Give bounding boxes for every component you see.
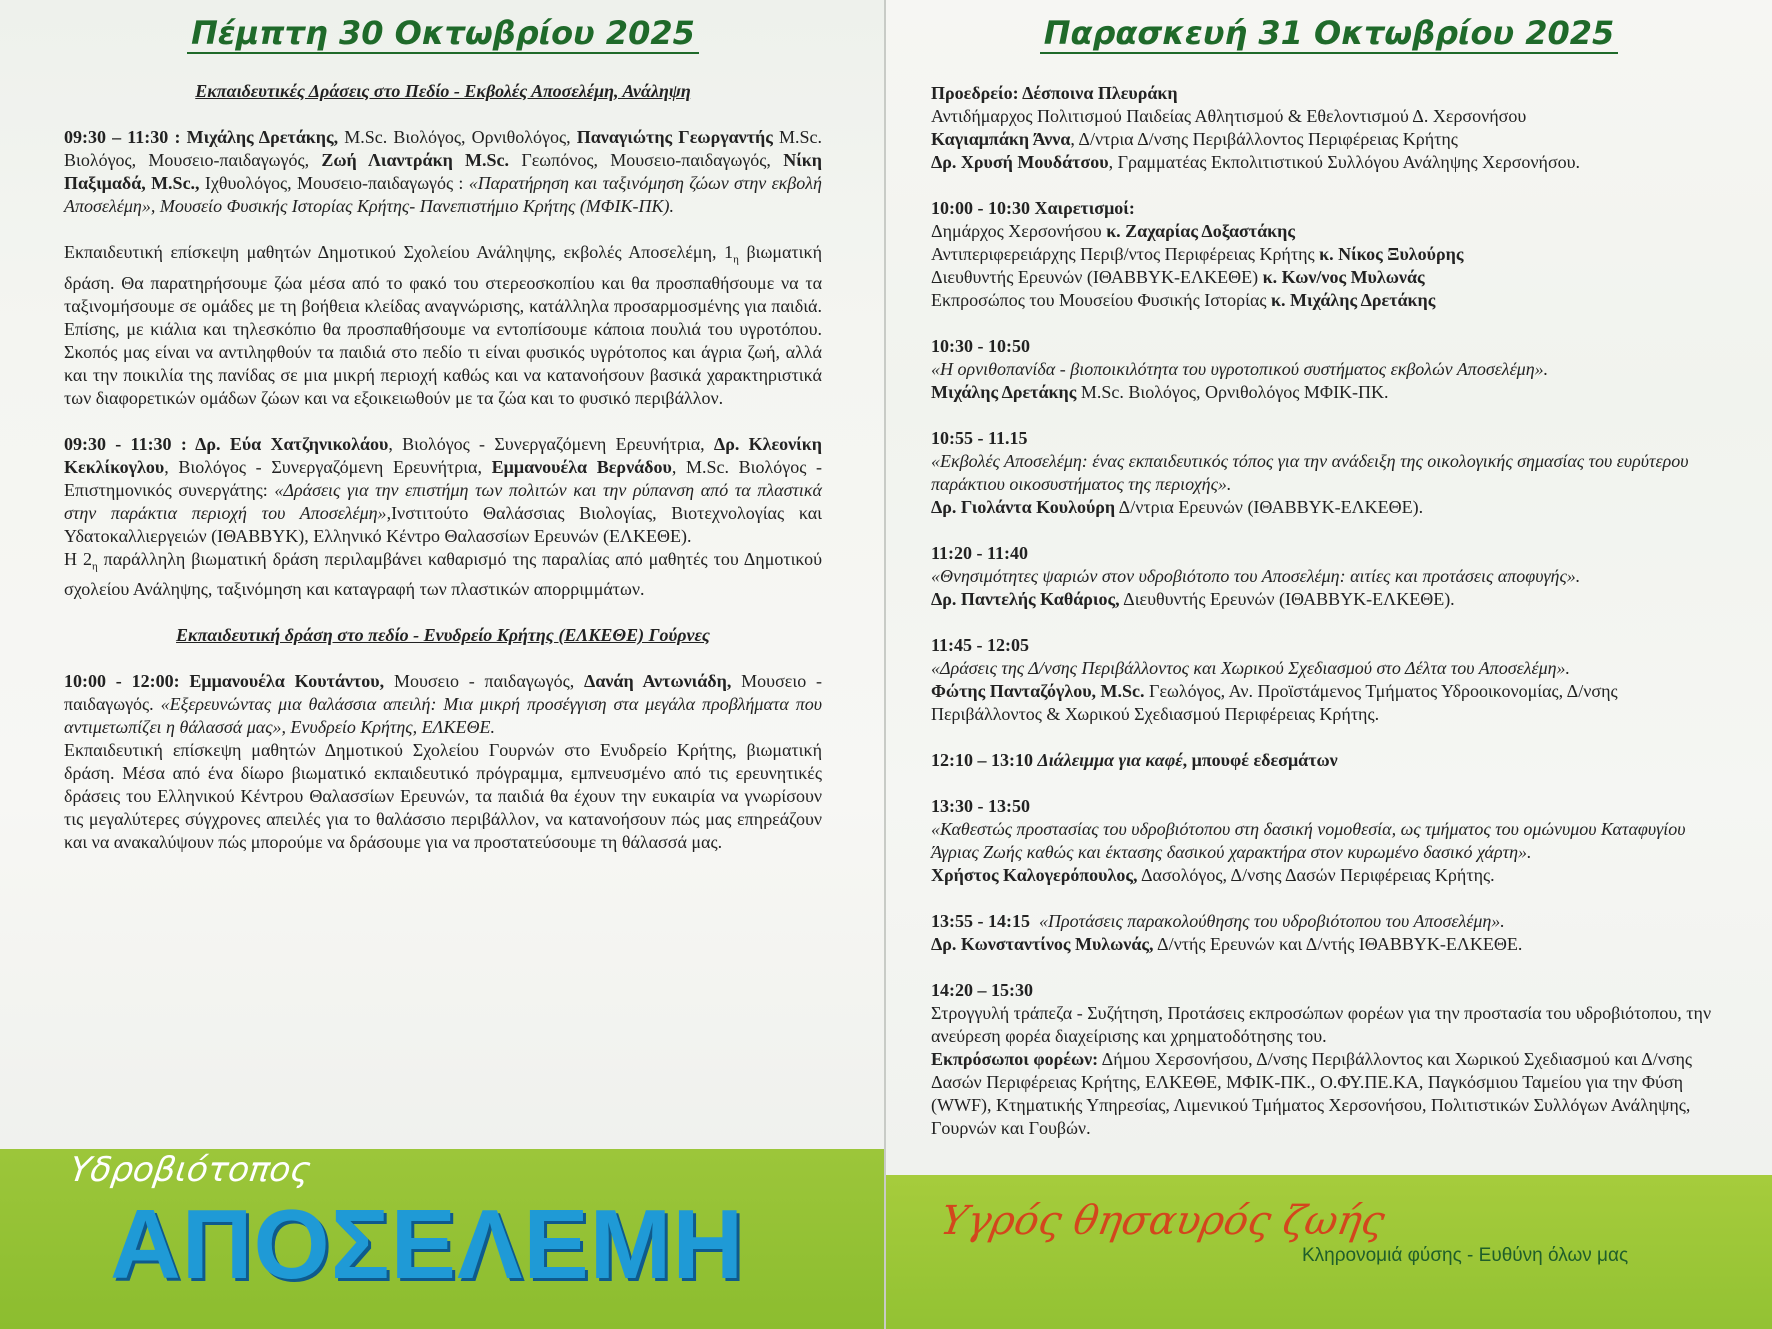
representatives (931, 1048, 1731, 1140)
speaker-name: Δανάη Αντωνιάδη, (584, 671, 732, 692)
session-speaker (931, 933, 1731, 956)
description-text: Η 2 (64, 548, 92, 569)
speaker-name: Δρ. Χρυσή Μουδάτσου (931, 152, 1109, 172)
session-title: «Προτάσεις παρακολούθησης του υδροβιότοπου του Αποσελέμη». (1038, 911, 1505, 931)
day-title-text: Πέμπτη 30 Οκτωβρίου 2025 (187, 14, 699, 54)
speaker-role: , Βιολόγος - Συνεργαζόμενη Ερευνήτρια, (388, 433, 714, 454)
logo-title: ΑΠΟΣΕΛΕΜΗ (110, 1189, 745, 1299)
speaker-name: Εμμανουέλα Βερνάδου (491, 456, 672, 477)
session-time: 13:55 - 14:15 (931, 911, 1030, 931)
presidium-heading: Προεδρείο: Δέσποινα Πλευράκη (931, 83, 1178, 103)
greetings-time: 10:00 - 10:30 Χαιρετισμοί: (931, 198, 1135, 218)
greeter-role: Εκπροσώπος του Μουσείου Φυσικής Ιστορίας (931, 290, 1272, 310)
day-title-text: Παρασκευή 31 Οκτωβρίου 2025 (1040, 14, 1619, 54)
ordinal-suffix: η (733, 253, 739, 266)
session-speaker (931, 680, 1731, 726)
speaker-name: Δρ. Κωνσταντίνος Μυλωνάς, (931, 934, 1154, 954)
session-speaker (931, 496, 1731, 519)
representatives-list: Δήμου Χερσονήσου, Δ/νσης Περιβάλλοντος και Χωρικού Σχεδιασμού και Δ/νσης Δασών Περιφέρειας Κρήτης, ΕΛΚΕΘΕ, ΜΦΙΚ-ΠΚ., Ο.ΦΥ.ΠΕ.ΚΑ, Παγκόσμιου Ταμείου για την Φύση (WWF), Κτηματικής Υπηρεσίας, Λιμενικού Τμήματος Χερσονήσου, Πολιτιστικών Συλλόγων Ανάληψης, Γουρνών και Γουβών. (931, 1049, 1693, 1138)
description-text: βιωματική δράση. Θα παρατηρήσουμε ζώα μέσα από το φακό του στερεοσκοπίου και θα προσπαθήσουμε να τα ταξινομήσουμε σε ομάδες με τη βοήθεια κλείδας αναγνώρισης, κατάλληλα προσαρμοσμένης για παιδιά. Επίσης, με κιάλια και τηλεσκόπιο θα προσπαθήσουμε να εντοπίσουμε κάποια πουλιά του υγροτόπου. Σκοπός μας είναι να αντιληφθούν τα παιδιά στο πεδίο τι είναι φυσικός υγρότοπος και άγρια ζωή, αλλά και την ποικιλία της πανίδας σε μια μικρή περιοχή καθώς και να κατανοήσουν βασικά χαρακτηριστικά των διαφορετικών ομάδων ζώων και να εξοικειωθούν με τα ζώα και το φυσικό περιβάλλον. (64, 242, 822, 408)
session-time-title (931, 910, 1731, 933)
session-description-1 (64, 241, 822, 410)
speaker-role: , Γραμματέας Εκπολιτιστικού Συλλόγου Ανάληψης Χερσονήσου. (1108, 152, 1581, 172)
greeter-name: κ. Ζαχαρίας Δοξαστάκης (1106, 221, 1295, 241)
speaker-name: Φώτης Πανταζόγλου, M.Sc. (931, 681, 1145, 701)
session-time: 10:55 - 11.15 (931, 428, 1028, 448)
coffee-break (931, 749, 1731, 772)
session-title: «Η ορνιθοπανίδα - βιοποικιλότητα του υγροτοπικού συστήματος εκβολών Αποσελέμη». (931, 359, 1549, 379)
speaker-role: Δ/ντής Ερευνών και Δ/ντής ΙΘΑΒΒΥΚ-ΕΛΚΕΘΕ. (1153, 934, 1523, 954)
speaker-name: Παναγιώτης Γεωργαντής (576, 127, 773, 147)
speaker-role: , Βιολόγος - Συνεργαζόμενη Ερευνήτρια, (164, 456, 492, 477)
speaker-name: Καγιαμπάκη Άννα (931, 129, 1071, 149)
speaker-role: Ιχθυολόγος, Μουσειο-παιδαγωγός : (199, 173, 469, 193)
session-speaker (931, 381, 1731, 404)
speaker-role: Διευθυντής Ερευνών (ΙΘΑΒΒΥΚ-ΕΛΚΕΘΕ). (1119, 589, 1455, 609)
speaker-role: M.Sc. Βιολόγος, Ορνιθολόγος, (338, 127, 577, 147)
speaker-role: Δασολόγος, Δ/νσης Δασών Περιφέρειας Κρήτης. (1137, 865, 1495, 885)
session-title: «Δράσεις της Δ/νσης Περιβάλλοντος και Χωρικού Σχεδιασμού στο Δέλτα του Αποσελέμη». (931, 658, 1571, 678)
session-time: 11:45 - 12:05 (931, 635, 1029, 655)
session-description-3: Εκπαιδευτική επίσκεψη μαθητών Δημοτικού Σχολείου Γουρνών στο Ενυδρείο Κρήτης, βιωματική δράση. Μέσα από ένα δίωρο βιωματικό εκπαιδευτικό πρόγραμμα, εμπνευσμένο από τις ερευνητικές δράσεις του Ελληνικού Κέντρου Θαλασσίων Ερευνών, τα παιδιά θα έχουν την ευκαιρία να γνωρίσουν τις μεγαλύτερες σύγχρονες απειλές για το θαλάσσιο περιβάλλον, να κατανοήσουν πώς μας επηρεάζουν και να ανακαλύψουν πώς μπορούμε να δράσουμε για να προστατεύσουμε τη θάλασσά μας. (64, 740, 822, 853)
session-title: «Εξερευνώντας μια θαλάσσια απειλή: Μια μικρή προσέγγιση στα μεγάλα προβλήματα που αντιμετωπίζει η θάλασσά μας», Ενυδρείο Κρήτης, ΕΛΚΕΘΕ. (64, 694, 822, 738)
speaker-name: Ζωή Λιαντράκη M.Sc. (321, 150, 510, 170)
speaker-role: Γεωπόνος, Μουσειο-παιδαγωγός, (509, 150, 784, 170)
presidium-line (931, 128, 1731, 151)
day-title-friday (886, 14, 1772, 52)
organization-text: ,Ινστιτούτο Θαλάσσιας Βιολογίας, Βιοτεχνολογίας και Υδατοκαλλιεργειών (ΙΘΑΒΒΥΚ), Ελληνικό Κέντρο Θαλασσίων Ερευνών (ΕΛΚΕΘΕ). (64, 502, 822, 546)
logo-subtitle: Υδροβιότοπος (67, 1150, 314, 1190)
greeting-line (931, 243, 1731, 266)
roundtable-text: Στρογγυλή τράπεζα - Συζήτηση, Προτάσεις εκπροσώπων φορέων για την προστασία του υδροβιότοπου, την ανεύρεση φορέα διαχείρισης και χρηματοδότησης του. (931, 1003, 1712, 1046)
right-page (886, 0, 1772, 1329)
greeter-role: Διευθυντής Ερευνών (ΙΘΑΒΒΥΚ-ΕΛΚΕΘΕ) (931, 267, 1263, 287)
speaker-role: Δ/ντρια Ερευνών (ΙΘΑΒΒΥΚ-ΕΛΚΕΘΕ). (1115, 497, 1424, 517)
description-text: παράλληλη βιωματική δράση περιλαμβάνει καθαρισμό της παραλίας από μαθητές του Δημοτικού σχολείου Ανάληψης, ταξινόμηση και καταγραφή των πλαστικών απορριμμάτων. (64, 548, 823, 600)
greeter-name: κ. Νίκος Ξυλούρης (1319, 244, 1464, 264)
break-label: Διάλειμμα για καφέ (1037, 750, 1183, 770)
description-text: Εκπαιδευτική επίσκεψη μαθητών Δημοτικού Σχολείου Ανάληψης, εκβολές Αποσελέμη, 1 (64, 242, 734, 262)
session-title: «Εκβολές Αποσελέμη: ένας εκπαιδευτικός τόπος για την ανάδειξη της οικολογικής σημασίας του ευρύτερου παράκτιου οικοσυστήματος της περιοχής». (931, 451, 1689, 494)
speaker-role: , Δ/ντρια Δ/νσης Περιβάλλοντος Περιφέρειας Κρήτης (1070, 129, 1458, 149)
session-block-3 (64, 670, 822, 739)
session-block-1 (64, 126, 822, 218)
session-title: «Καθεστώς προστασίας του υδροβιότοπου στη δασική νομοθεσία, ως τμήματος του ομώνυμου Καταφυγίου Άγριας Ζωής καθώς και έκτασης δασικού χαρακτήρα στον κυρωμένο δασικό χάρτη». (931, 819, 1686, 862)
presidium-line (931, 151, 1731, 174)
session-block-2 (64, 433, 822, 548)
friday-program (931, 82, 1731, 1140)
speaker-role: Γεωλόγος, Αν. Προϊστάμενος Τμήματος Υδροοικονομίας, Δ/νσης Περιβάλλοντος & Χωρικού Σχεδιασμού Περιφέρειας Κρήτης. (931, 681, 1618, 724)
break-time: 12:10 – 13:10 (931, 750, 1038, 770)
greeter-role: Αντιπεριφερειάρχης Περιβ/ντος Περιφέρειας Κρήτης (931, 244, 1320, 264)
session-title: «Θνησιμότητες ψαριών στον υδροβιότοπο του Αποσελέμη: αιτίες και προτάσεις αποφυγής». (931, 566, 1581, 586)
session-time: 10:30 - 10:50 (931, 336, 1030, 356)
greeting-line (931, 266, 1731, 289)
session-speaker (931, 588, 1731, 611)
section-heading-field-actions: Εκπαιδευτικές Δράσεις στο Πεδίο - Εκβολές Αποσελέμη, Ανάληψη (195, 81, 691, 101)
speaker-role: Μουσειο - παιδαγωγός, (384, 671, 585, 692)
speaker-role: , M.Sc. Βιολόγος - Επιστημονικός συνεργάτης: (64, 456, 822, 500)
session-speaker (931, 864, 1731, 887)
speaker-role: M.Sc. Βιολόγος, Ορνιθολόγος ΜΦΙΚ-ΠΚ. (1076, 382, 1389, 402)
presidium-line: Αντιδήμαρχος Πολιτισμού Παιδείας Αθλητισμού & Εθελοντισμού Δ. Χερσονήσου (931, 106, 1527, 126)
session-time: 11:20 - 11:40 (931, 543, 1028, 563)
speaker-name: Μιχάλης Δρετάκης (931, 382, 1077, 402)
session-time-speaker: 09:30 - 11:30 : Δρ. Εύα Χατζηνικολάου (64, 433, 389, 454)
speaker-role: Μουσειο - παιδαγωγός. (64, 671, 822, 715)
session-time-speaker: 10:00 - 12:00: Εμμανουέλα Κουτάντου, (64, 671, 385, 692)
slogan: Υγρός θησαυρός ζωής (936, 1198, 1389, 1244)
session-time-speaker: 09:30 – 11:30 : Μιχάλης Δρετάκης, (64, 127, 339, 147)
tagline: Κληρονομιά φύσης - Ευθύνη όλων μας (1302, 1245, 1629, 1266)
session-title: «Δράσεις για την επιστήμη των πολιτών και την ρύπανση από τα πλαστικά στην παράκτια περιοχή του Αποσελέμη» (64, 479, 822, 523)
speaker-name: Δρ. Γιολάντα Κουλούρη (931, 497, 1116, 517)
greeting-line (931, 220, 1731, 243)
greeter-name: κ. Κων/νος Μυλωνάς (1262, 267, 1425, 287)
ordinal-suffix: η (91, 560, 98, 573)
session-description-2 (64, 548, 822, 602)
speaker-role: M.Sc. Βιολόγος, Μουσειο-παιδαγωγός, (64, 127, 822, 170)
session-time: 13:30 - 13:50 (931, 796, 1030, 816)
day-title-thursday (0, 14, 886, 52)
break-label: , μπουφέ εδεσμάτων (1182, 750, 1338, 770)
section-heading-aquarium: Εκπαιδευτική δράση στο πεδίο - Ενυδρείο Κρήτης (ΕΛΚΕΘΕ) Γούρνες (176, 625, 710, 646)
thursday-program (64, 80, 822, 854)
speaker-name: Νίκη Παξιμαδά, M.Sc., (64, 150, 822, 193)
speaker-name: Χρήστος Καλογερόπουλος, (931, 865, 1138, 885)
greeter-name: κ. Μιχάλης Δρετάκης (1271, 290, 1436, 310)
speaker-name: Δρ. Κλεονίκη Κεκλίκογλου (64, 433, 822, 477)
representatives-label: Εκπρόσωποι φορέων: (931, 1049, 1099, 1069)
greeter-role: Δημάρχος Χερσονήσου (931, 221, 1107, 241)
greeting-line (931, 289, 1731, 312)
session-time: 14:20 – 15:30 (931, 980, 1033, 1000)
session-title: «Παρατήρηση και ταξινόμηση ζώων στην εκβολή Αποσελέμη», Μουσείο Φυσικής Ιστορίας Κρήτης- Πανεπιστήμιο Κρήτης (ΜΦΙΚ-ΠΚ). (64, 173, 822, 216)
speaker-name: Δρ. Παντελής Καθάριος, (931, 589, 1120, 609)
